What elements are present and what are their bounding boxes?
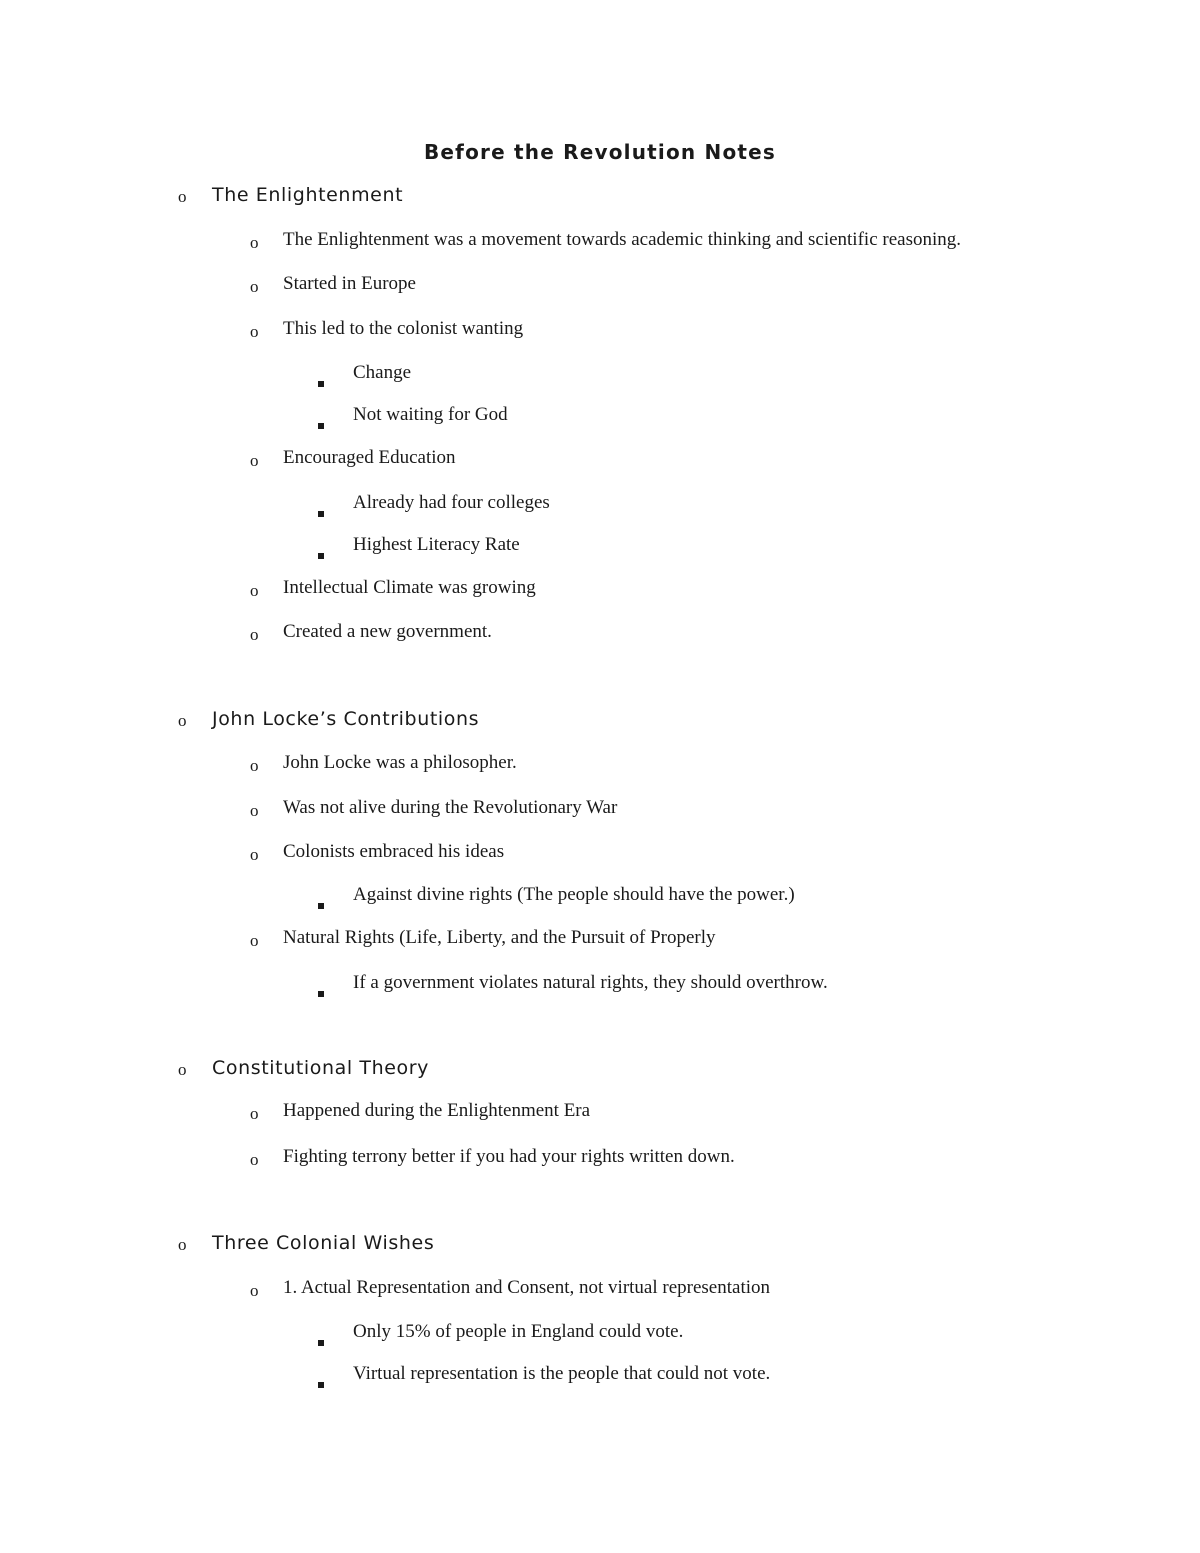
circle-bullet-icon: o: [250, 756, 259, 775]
circle-bullet-icon: o: [250, 1281, 259, 1300]
note-text: This led to the colonist wanting: [283, 318, 524, 339]
square-bullet-icon: [318, 374, 324, 392]
circle-bullet-icon: o: [250, 451, 259, 470]
square-bullet-icon: [318, 984, 324, 1002]
square-bullet-icon: [318, 416, 324, 434]
circle-bullet-icon: o: [250, 322, 259, 341]
note-text: Against divine rights (The people should have the power.): [353, 884, 795, 905]
section-heading: The Enlightenment: [212, 184, 404, 206]
section-heading: John Locke’s Contributions: [212, 708, 480, 730]
section-heading: Constitutional Theory: [212, 1057, 430, 1079]
page-title: Before the Revolution Notes: [423, 140, 777, 164]
note-text: Colonists embraced his ideas: [283, 841, 505, 862]
note-text: Fighting terrony better if you had your rights written down.: [283, 1146, 735, 1167]
note-text: Created a new government.: [283, 621, 492, 642]
circle-bullet-icon: o: [178, 711, 187, 730]
note-text: Happened during the Enlightenment Era: [283, 1100, 591, 1121]
circle-bullet-icon: o: [250, 233, 259, 252]
square-bullet-icon: [318, 504, 324, 522]
circle-bullet-icon: o: [178, 1060, 187, 1079]
circle-bullet-icon: o: [250, 277, 259, 296]
note-text: Encouraged Education: [283, 447, 456, 468]
square-bullet-icon: [318, 896, 324, 914]
circle-bullet-icon: o: [250, 625, 259, 644]
circle-bullet-icon: o: [250, 845, 259, 864]
note-text: Intellectual Climate was growing: [283, 577, 536, 598]
note-text: The Enlightenment was a movement towards academic thinking and scientific reasoning.: [283, 229, 961, 250]
note-text: Not waiting for God: [353, 404, 508, 425]
note-text: Highest Literacy Rate: [353, 534, 520, 555]
note-text: Only 15% of people in England could vote.: [353, 1321, 684, 1342]
note-text: If a government violates natural rights, they should overthrow.: [353, 972, 828, 993]
square-bullet-icon: [318, 546, 324, 564]
circle-bullet-icon: o: [250, 581, 259, 600]
note-text: Virtual representation is the people that could not vote.: [353, 1363, 771, 1384]
note-text: Change: [353, 362, 412, 383]
circle-bullet-icon: o: [178, 1235, 187, 1254]
section-heading: Three Colonial Wishes: [212, 1232, 435, 1254]
circle-bullet-icon: o: [250, 931, 259, 950]
note-text: Natural Rights (Life, Liberty, and the Pursuit of Properly: [283, 927, 716, 948]
note-text: John Locke was a philosopher.: [283, 752, 517, 773]
note-text: 1. Actual Representation and Consent, not virtual representation: [283, 1277, 771, 1298]
circle-bullet-icon: o: [250, 1150, 259, 1169]
square-bullet-icon: [318, 1333, 324, 1351]
note-text: Started in Europe: [283, 273, 416, 294]
circle-bullet-icon: o: [250, 801, 259, 820]
square-bullet-icon: [318, 1375, 324, 1393]
note-text: Already had four colleges: [353, 492, 550, 513]
circle-bullet-icon: o: [250, 1104, 259, 1123]
note-text: Was not alive during the Revolutionary War: [283, 797, 618, 818]
circle-bullet-icon: o: [178, 187, 187, 206]
